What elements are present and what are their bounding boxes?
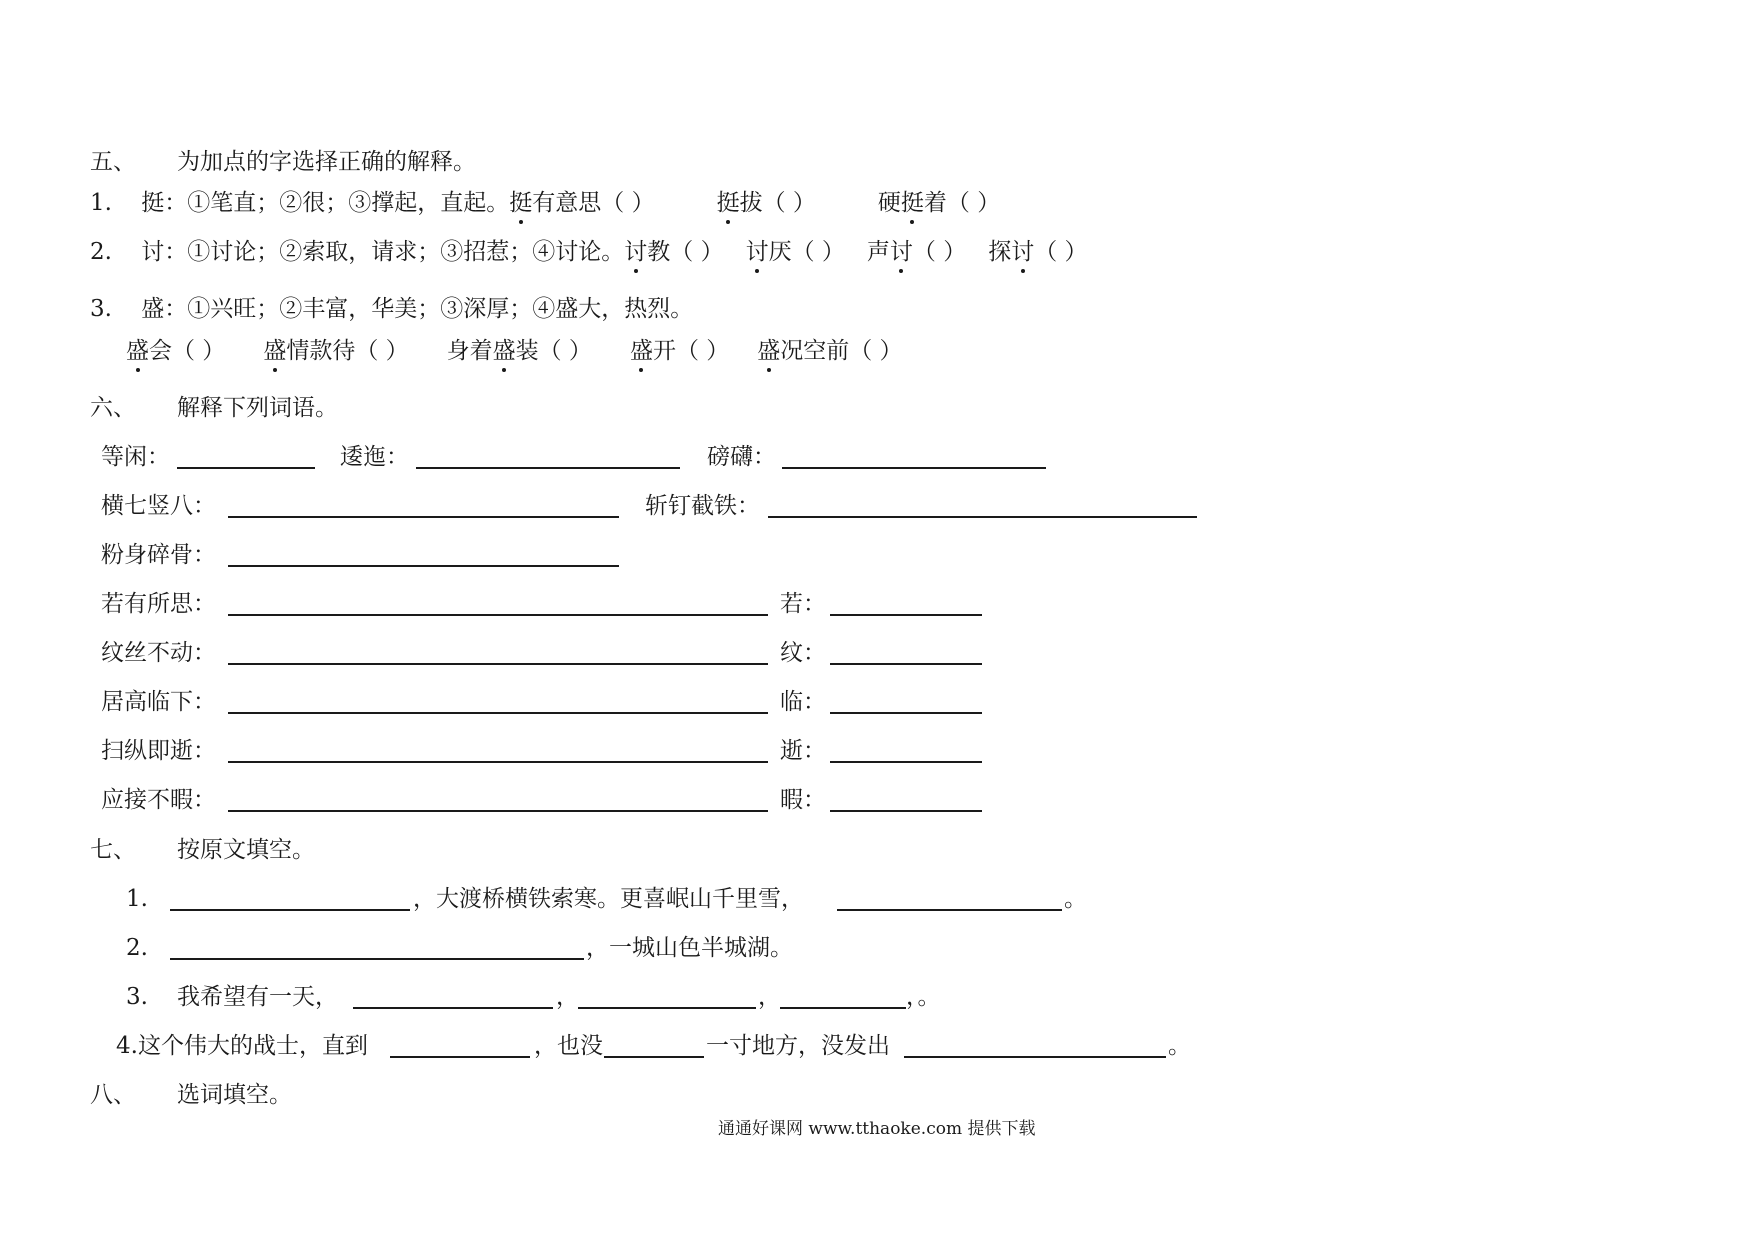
word	[988, 239, 1087, 265]
answer-blank[interactable]	[578, 1007, 756, 1009]
answer-blank[interactable]	[830, 810, 982, 812]
vocab-word: 横七竖八：	[101, 493, 216, 519]
word	[447, 338, 592, 364]
word-rest: 装（ ）	[515, 338, 592, 364]
answer-blank[interactable]	[390, 1056, 530, 1058]
answer-blank[interactable]	[830, 712, 982, 714]
word	[717, 190, 816, 216]
vocab-char: 若：	[780, 591, 826, 617]
answer-blank[interactable]	[228, 712, 768, 714]
question-number: 3.	[90, 296, 112, 322]
vocab-word: 等闲：	[101, 444, 170, 470]
vocab-word: 居高临下：	[101, 689, 216, 715]
word-rest: （ ）	[1034, 239, 1088, 265]
answer-blank[interactable]	[830, 761, 982, 763]
dotted-char: 挺	[509, 190, 533, 216]
dotted-char: 盛	[126, 338, 149, 364]
answer-blank[interactable]	[416, 467, 680, 469]
answer-blank[interactable]	[228, 663, 768, 665]
word-rest: 厌（ ）	[768, 239, 845, 265]
answer-blank[interactable]	[830, 614, 982, 616]
answer-blank[interactable]	[170, 958, 584, 960]
answer-blank[interactable]	[228, 761, 768, 763]
poem-text: ，一城山色半城湖。	[586, 935, 793, 961]
vocab-char: 纹：	[780, 640, 826, 666]
dotted-char: 盛	[757, 338, 781, 364]
dotted-char: 盛	[263, 338, 287, 364]
question-number: 3.	[126, 984, 148, 1010]
dotted-char: 挺	[900, 190, 924, 216]
vocab-word: 逶迤：	[340, 444, 409, 470]
section-7-title: 按原文填空。	[177, 837, 315, 863]
section-5-title: 为加点的字选择正确的解释。	[177, 149, 476, 175]
answer-blank[interactable]	[170, 909, 410, 911]
dotted-char: 挺	[716, 190, 740, 216]
passage-text: 。	[1168, 1033, 1191, 1059]
answer-blank[interactable]	[768, 516, 1197, 518]
answer-blank[interactable]	[780, 1007, 906, 1009]
section-7-label: 七、	[90, 837, 136, 863]
question-number: 1.	[90, 190, 112, 216]
word	[867, 239, 966, 265]
answer-blank[interactable]	[782, 467, 1046, 469]
word	[263, 338, 408, 364]
passage-text: ，。	[906, 984, 941, 1010]
vocab-word: 扫纵即逝：	[101, 738, 216, 764]
vocab-char: 暇：	[780, 787, 826, 813]
passage-text: ，	[556, 984, 579, 1010]
word	[757, 338, 902, 364]
vocab-word: 若有所思：	[101, 591, 216, 617]
word-rest: 开（ ）	[652, 338, 730, 364]
definition: 盛：①兴旺；②丰富，华美；③深厚；④盛大，热烈。	[141, 296, 694, 322]
question-5-2	[90, 238, 1088, 266]
word	[746, 239, 845, 265]
word-rest: 教（ ）	[647, 239, 724, 265]
question-5-3	[90, 295, 693, 323]
word-rest: 着（ ）	[923, 190, 1001, 216]
word-rest: 声	[866, 239, 890, 265]
question-5-1	[90, 189, 1000, 217]
word	[878, 190, 1000, 216]
vocab-char: 临：	[780, 689, 826, 715]
passage-text: ，	[758, 984, 781, 1010]
vocab-char: 逝：	[780, 738, 826, 764]
word	[509, 190, 654, 216]
section-8-label: 八、	[90, 1082, 136, 1108]
question-5-3-words	[126, 337, 903, 365]
answer-blank[interactable]	[177, 467, 315, 469]
answer-blank[interactable]	[830, 663, 982, 665]
dotted-char: 盛	[492, 338, 516, 364]
word-rest: 身着	[446, 338, 493, 364]
word	[126, 338, 225, 364]
dotted-char: 盛	[629, 338, 653, 364]
poem-text: ，大渡桥横铁索寒。更喜岷山千里雪，	[413, 886, 804, 912]
question-number: 2.	[126, 935, 148, 961]
definition: 讨：①讨论；②索取，请求；③招惹；④讨论。	[141, 239, 625, 265]
vocab-word: 斩钉截铁：	[645, 493, 760, 519]
answer-blank[interactable]	[228, 810, 768, 812]
vocab-word: 应接不暇：	[101, 787, 216, 813]
passage-text: 4.这个伟大的战士，直到	[116, 1033, 368, 1059]
answer-blank[interactable]	[228, 614, 768, 616]
answer-blank[interactable]	[228, 565, 619, 567]
word	[630, 338, 729, 364]
footer-text: 通通好课网 www.tthaoke.com 提供下载	[718, 1119, 1036, 1139]
word-rest: 有意思（ ）	[532, 190, 655, 216]
dotted-char: 讨	[745, 239, 769, 265]
passage-text: 我希望有一天，	[177, 984, 338, 1010]
word-rest: 探	[988, 239, 1012, 265]
dotted-char: 讨	[889, 239, 913, 265]
word	[624, 239, 723, 265]
answer-blank[interactable]	[228, 516, 619, 518]
passage-text: ，也没	[534, 1033, 603, 1059]
question-number: 1.	[126, 886, 148, 912]
dotted-char: 讨	[1011, 239, 1035, 265]
section-6-title: 解释下列词语。	[177, 395, 338, 421]
section-8-title: 选词填空。	[177, 1082, 292, 1108]
answer-blank[interactable]	[904, 1056, 1166, 1058]
vocab-word: 磅礴：	[707, 444, 776, 470]
definition: 挺：①笔直；②很；③撑起，直起。	[141, 190, 510, 216]
section-5-label: 五、	[90, 149, 136, 175]
dotted-char: 讨	[624, 239, 648, 265]
word-rest: 硬	[877, 190, 901, 216]
answer-blank[interactable]	[604, 1056, 704, 1058]
word-rest: 情款待（ ）	[286, 338, 409, 364]
question-number: 2.	[90, 239, 112, 265]
word-rest: 会（ ）	[149, 338, 226, 364]
vocab-word: 粉身碎骨：	[101, 542, 216, 568]
passage-text: 一寸地方，没发出	[706, 1033, 890, 1059]
poem-text: 。	[1064, 886, 1087, 912]
answer-blank[interactable]	[837, 909, 1062, 911]
word-rest: （ ）	[912, 239, 967, 265]
answer-blank[interactable]	[353, 1007, 553, 1009]
vocab-word: 纹丝不动：	[101, 640, 216, 666]
word-rest: 况空前（ ）	[780, 338, 903, 364]
word-rest: 拔（ ）	[739, 190, 816, 216]
section-6-label: 六、	[90, 395, 136, 421]
